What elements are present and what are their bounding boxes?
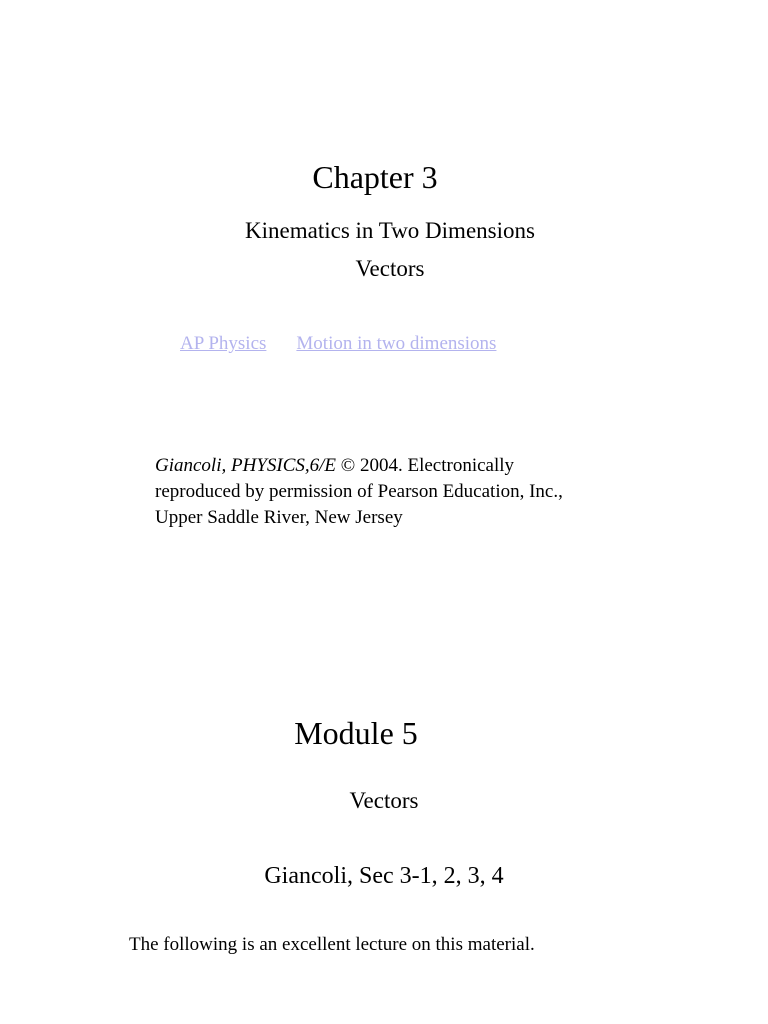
course-link-part2: Motion in two dimensions [296,333,497,354]
lecture-note: The following is an excellent lecture on this material. [129,934,535,955]
copyright-line1: © 2004. Electronically [336,455,515,476]
course-link-part1: AP Physics [180,333,267,354]
copyright-notice [155,453,635,531]
course-link[interactable] [180,332,496,356]
module-sections: Giancoli, Sec 3-1, 2, 3, 4 [264,863,504,889]
module-topic: Vectors [349,788,419,813]
chapter-subtitle: Kinematics in Two Dimensions [245,218,535,243]
chapter-topic: Vectors [355,256,425,281]
book-title: Giancoli, PHYSICS,6/E [155,455,337,476]
copyright-line2: reproduced by permission of Pearson Education, Inc., [155,481,563,502]
copyright-line3: Upper Saddle River, New Jersey [155,507,403,528]
chapter-title: Chapter 3 [312,159,438,195]
module-title: Module 5 [294,715,418,751]
